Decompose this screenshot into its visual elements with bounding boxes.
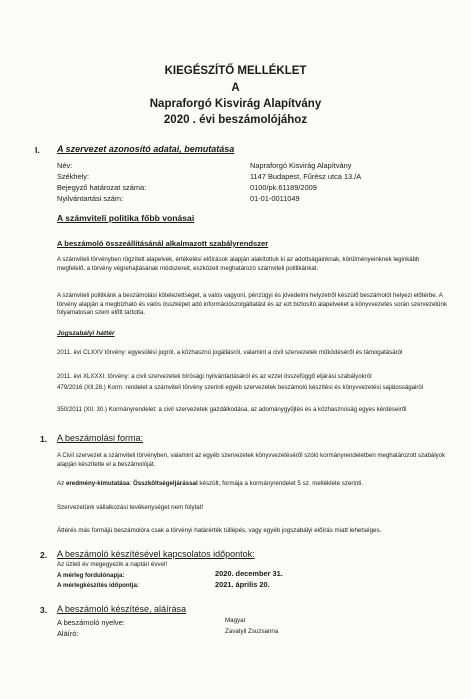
field-label: Név:: [57, 161, 73, 170]
section-number: 2.: [40, 550, 48, 560]
section-heading: A szervezet azonosító adatai, bemutatása: [57, 144, 235, 154]
field-label: A mérlegkészítés időpontja:: [57, 582, 139, 589]
field-label: Nyilvántartási szám:: [57, 194, 124, 203]
form-paragraph: A Civil szervezet a számviteli törvényben, valamint az egyéb szervezetek könyvvezetéséről szóló kormányrendeletben meghatározott szabályok alapján készítette el a beszámolóját.: [57, 452, 446, 468]
legal-item: 2011. évi CLXXV törvény: egyesülési jogról, a közhasznú jogállásról, valamint a civil szervezetek működéséről és támogatásáról: [57, 349, 403, 356]
field-label: A mérleg fordulónapja:: [57, 572, 125, 579]
doc-title-a: A: [231, 82, 240, 94]
field-value: 2020. december 31.: [215, 569, 283, 578]
field-label: Bejegyző határozat száma:: [57, 183, 147, 192]
transition-note: Áttérés más formájú beszámolóra csak a törvényi határérték túllépés, vagy egyéb jogszabályi előírás miatt lehetséges.: [57, 527, 382, 534]
field-label: Aláíró:: [57, 629, 79, 638]
field-value: 2021. április 20.: [215, 580, 270, 589]
doc-title: KIEGÉSZÍTŐ MELLÉKLET: [164, 65, 307, 77]
legal-heading: Jogszabályi háttér: [57, 330, 115, 337]
policy-paragraph: A számviteli politikánk a beszámolási kötelezettséget, a valós vagyoni, pénzügyi és jövedelmi helyzetről készülő beszámolót helyezi előtérbe. A törvény alapján a megbízható és valós összképet adó információszolgáltatást és az ezt biztosító alapelveket a könyvvezetés során szervezetünk folyamatosan szem előtt tartotta.: [57, 292, 447, 317]
field-label: Székhely:: [57, 172, 90, 181]
field-value: 01-01-0011049: [250, 194, 300, 203]
legal-item: 479/2016 (XII.28.) Korm. rendelet a számviteli törvény szerinti egyéb szervezetek beszámoló készítési és könyvvezetési sajátosságairól: [57, 384, 424, 391]
field-value: 1147 Budapest, Fűrész utca 13./A: [250, 172, 362, 181]
business-activity-note: Szervezetünk vállalkozási tevékenységet nem folytat!: [57, 504, 204, 511]
policy-heading: A számviteli politika főbb vonásai: [57, 213, 195, 223]
fiscal-year-note: Az üzleti év megegyezik a naptári évvel!: [57, 561, 168, 568]
policy-paragraph: A számviteli törvényben rögzített alapelvek, értékelési előírások alapján alakítottuk ki az adottságainknak, körülményeinknek leginkább megfelelő, a törvény végrehajtásának módszereit, eszközeit meghatározó számviteli politikánkat.: [57, 256, 420, 272]
policy-subheading: A beszámoló összeállításánál alkalmazott szabályrendszer: [57, 239, 269, 248]
section-heading: A beszámoló készítésével kapcsolatos időpontok:: [57, 549, 255, 559]
field-value: 0100/pk.61189/2009: [250, 183, 317, 192]
section-heading: A beszámolási forma:: [57, 433, 144, 443]
section-number: 1.: [40, 434, 48, 444]
legal-item: 2011. évi XLXXXI. törvény: a civil szervezetek bírósági nyilvántartásáról és az ezzel összefüggő eljárási szabályokról: [57, 373, 372, 380]
field-value: Zavatyil Zsuzsanna: [225, 628, 279, 635]
section-number: I.: [35, 145, 40, 155]
report-year-title: 2020 . évi beszámolójához: [163, 114, 308, 126]
field-value: Magyar: [225, 617, 246, 624]
income-statement-line: Az eredmény-kimutatása: Összköltségeljárással készült, formája a kormányrendelet 5 sz. melléklete szerinti.: [57, 480, 364, 487]
field-value: Napraforgó Kisvirág Alapítvány: [250, 161, 352, 170]
org-name-title: Napraforgó Kisvirág Alapítvány: [149, 98, 322, 110]
field-label: A beszámoló nyelve:: [57, 618, 125, 627]
section-number: 3.: [40, 605, 48, 615]
section-heading: A beszámoló készítése, aláírása: [57, 604, 187, 614]
legal-item: 350/2011 (XII. 30.) Kormányrendelet: a civil szervezetek gazdálkodása, az adománygyűjtés és a közhasznúság egyes kérdéseiről: [57, 406, 407, 413]
